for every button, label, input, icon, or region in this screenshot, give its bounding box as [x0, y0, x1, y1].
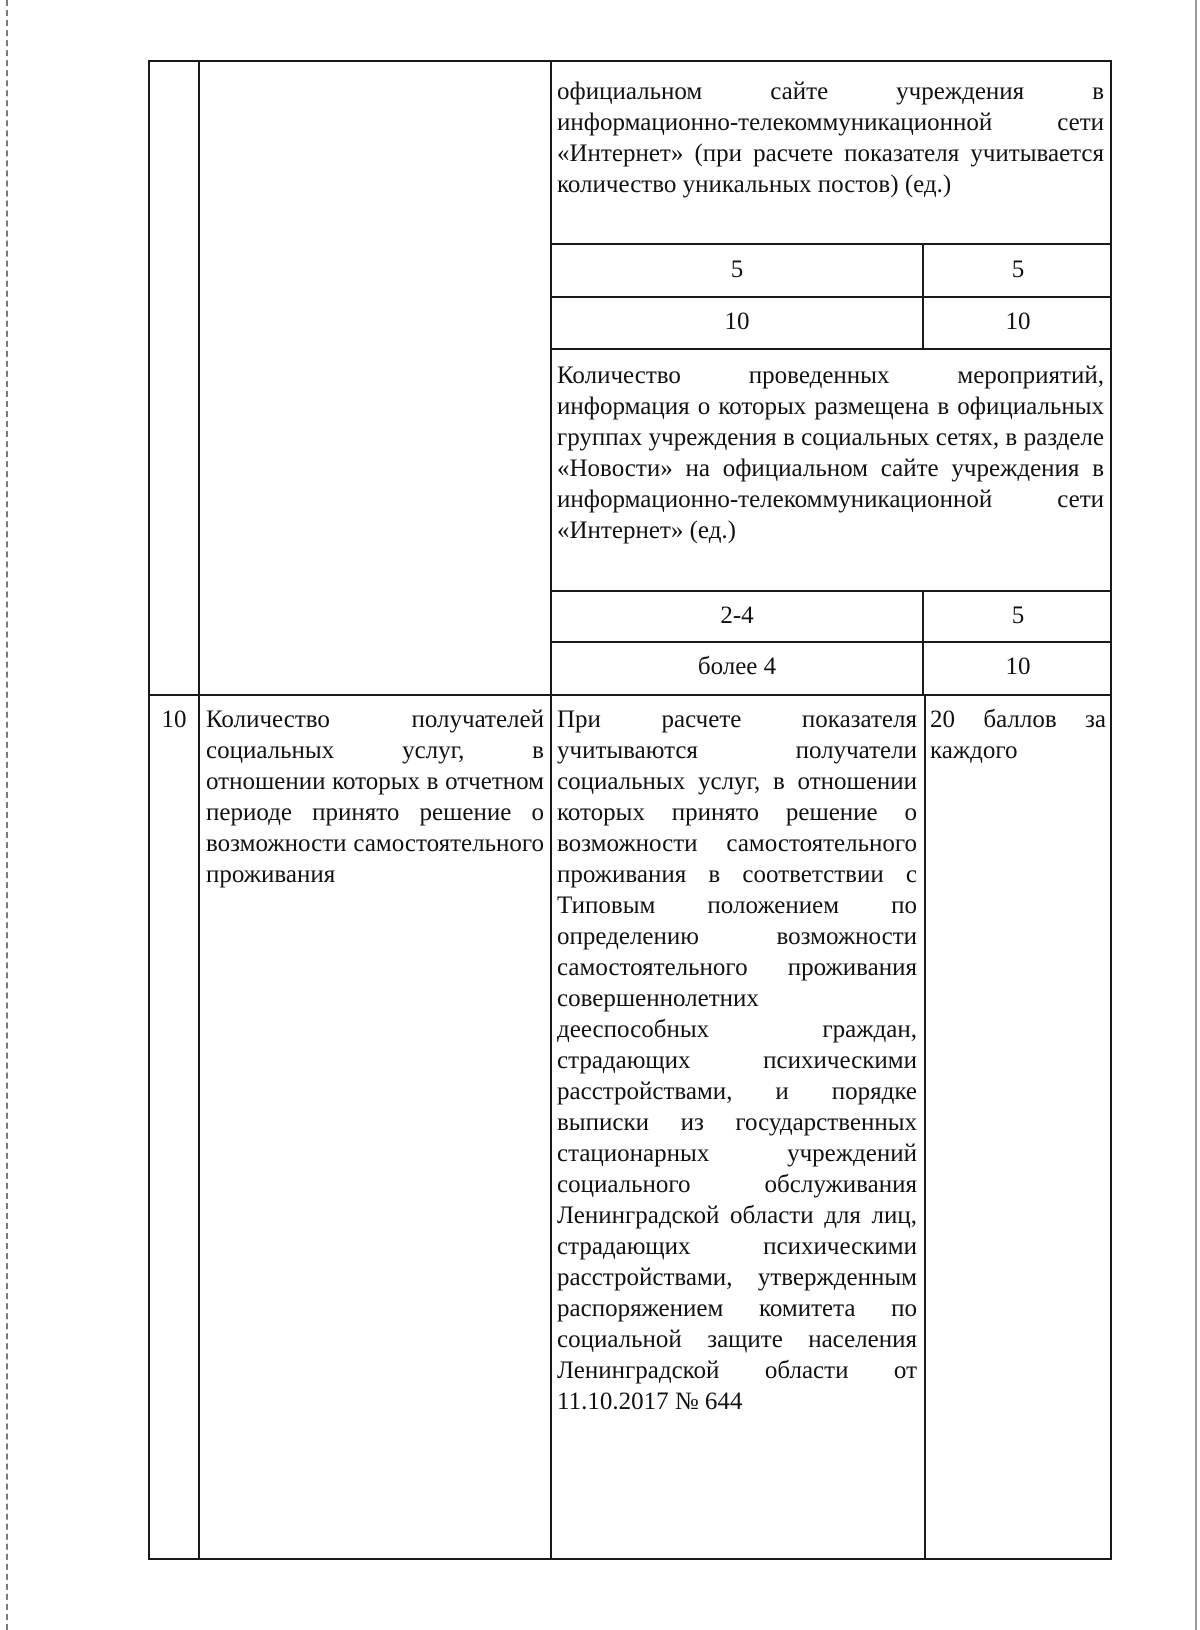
score-points: 5	[1011, 602, 1025, 629]
row-sep-5	[550, 641, 1112, 643]
scan-edge-right	[1195, 0, 1197, 1630]
score-value: 5	[730, 256, 744, 283]
row-sep-2	[550, 296, 1112, 298]
col-sep-indicator	[550, 60, 552, 1560]
score-value: более 4	[697, 653, 777, 680]
indicator-text: Количество получателей социальных услуг, в отношении которых в отчетном периоде принято решение о возможности самостоятельного проживания	[206, 706, 544, 888]
points-text: 20 баллов за каждого	[930, 706, 1106, 764]
score-points: 10	[1005, 308, 1031, 335]
row-sep-1	[550, 243, 1112, 245]
method-text: При расчете показателя учитываются получатели социальных услуг, в отношении которых принято решение о возможности самостоятельного проживания в соответствии с Типовым положением по определению возможности самостоятельного проживания совершеннолетних дееспособных граждан, страдающих психическими расстройствами, и порядке выписки из государственных стационарных учреждений социального обслуживания Ленинградской области для лиц, страдающих психическими расстройствами, утвержденным распоряжением комитета по социальной защите населения Ленинградской области от 11.10.2017 № 644	[557, 706, 917, 1415]
col-sep-method-row10	[924, 694, 926, 1560]
continued-criterion-text: официальном сайте учреждения в информационно-телекоммуникационной сети «Интернет» (при расчете показателя учитывается количество уникальных постов) (ед.)	[557, 78, 1104, 198]
row-sep-4	[550, 590, 1112, 592]
score-value: 2-4	[720, 602, 754, 629]
score-points: 5	[1011, 256, 1025, 283]
col-sep-number	[198, 60, 200, 1560]
criterion-events-text: Количество проведенных мероприятий, информация о которых размещена в официальных группах учреждения в социальных сетях, в разделе «Новости» на официальном сайте учреждения в информационно-телекоммуникационной сети «Интернет» (ед.)	[557, 362, 1104, 544]
score-points: 10	[1005, 653, 1031, 680]
score-value: 10	[724, 308, 750, 335]
scan-edge-left	[6, 0, 8, 1630]
row-number: 10	[161, 706, 187, 733]
row-sep-row10	[148, 694, 1112, 696]
row-sep-3	[550, 348, 1112, 350]
